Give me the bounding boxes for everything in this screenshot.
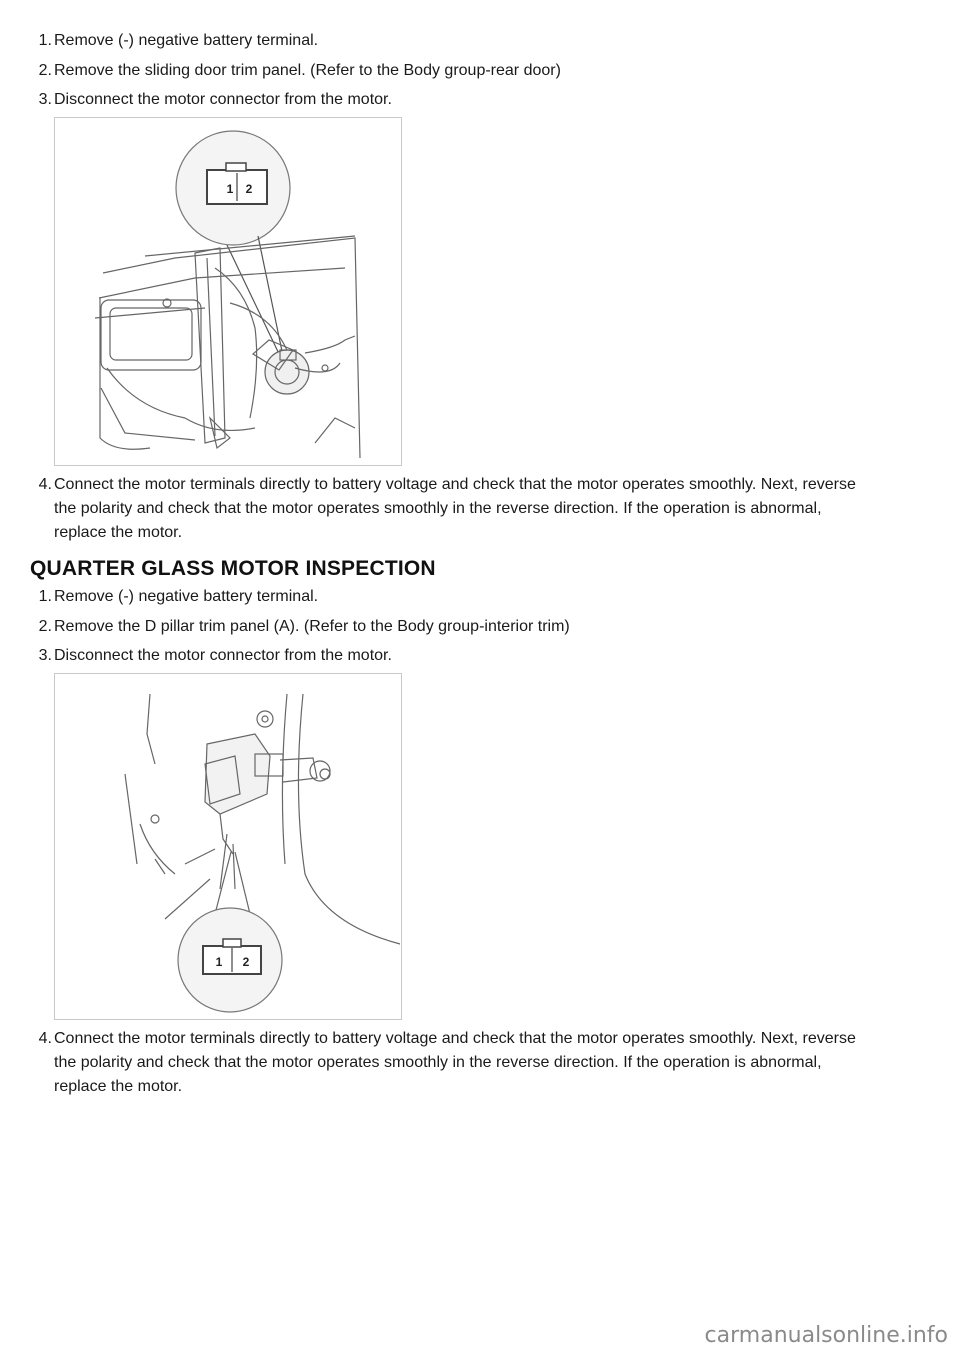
door-regulator-illustration (55, 118, 401, 465)
step-number: 1. (38, 32, 52, 49)
step-number: 3. (38, 91, 52, 108)
step-number: 1. (38, 588, 52, 605)
pin-2-label: 2 (245, 182, 253, 196)
pin-1-label: 1 (215, 955, 223, 969)
sliding-door-motor-figure (54, 117, 402, 466)
step-text: Remove the D pillar trim panel (A). (Refer to the Body group-interior trim) (54, 618, 570, 635)
step-number: 2. (38, 62, 52, 79)
quarter-glass-illustration (55, 674, 401, 1019)
step-number: 4. (38, 476, 52, 493)
s2-step-4 (30, 1027, 920, 1099)
step-number: 3. (38, 647, 52, 664)
quarter-glass-motor-figure (54, 673, 402, 1020)
pin-2-label: 2 (242, 955, 250, 969)
step-text-line: replace the motor. (54, 524, 183, 541)
section-heading: QUARTER GLASS MOTOR INSPECTION (30, 557, 436, 580)
step-text-line: replace the motor. (54, 1078, 183, 1095)
pin-1-label: 1 (226, 182, 234, 196)
step-text-line: Connect the motor terminals directly to battery voltage and check that the motor operates smoothly. Next, reverse (54, 476, 856, 493)
watermark: carmanualsonline.info (704, 1323, 948, 1348)
step-text: Remove the sliding door trim panel. (Refer to the Body group-rear door) (54, 62, 561, 79)
step-text: Remove (-) negative battery terminal. (54, 588, 319, 605)
step-text: Disconnect the motor connector from the motor. (54, 647, 392, 664)
step-text-line: Connect the motor terminals directly to battery voltage and check that the motor operates smoothly. Next, reverse (54, 1030, 856, 1047)
step-text-line: the polarity and check that the motor operates smoothly in the reverse direction. If the operation is abnormal, (54, 500, 822, 517)
step-text-line: the polarity and check that the motor operates smoothly in the reverse direction. If the operation is abnormal, (54, 1054, 822, 1071)
step-text: Disconnect the motor connector from the motor. (54, 91, 392, 108)
step-number: 2. (38, 618, 52, 635)
step-number: 4. (38, 1030, 52, 1047)
step-text: Remove (-) negative battery terminal. (54, 32, 319, 49)
s1-step-4 (30, 473, 920, 545)
